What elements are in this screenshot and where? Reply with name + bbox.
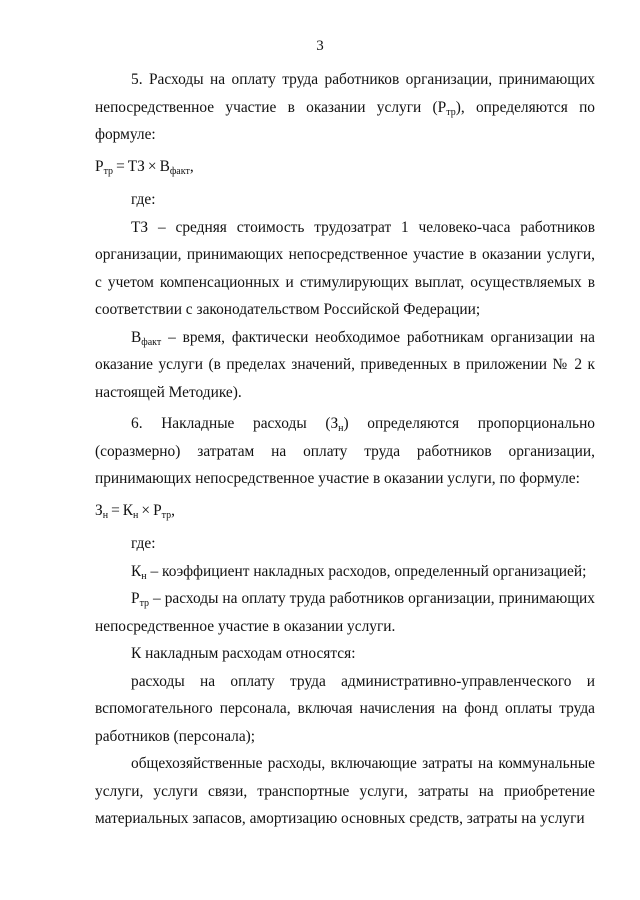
paragraph-6	[95, 410, 595, 493]
formula1-term2: В	[159, 157, 170, 175]
overhead-item-2: общехозяйственные расходы, включающие затраты на коммунальные услуги, услуги связи, транспортные услуги, затраты на приобретение материальных запасов, амортизацию основных средств, затраты на услуги	[95, 755, 595, 827]
formula2-lhs-sub: н	[102, 509, 109, 521]
formula-overhead	[95, 497, 595, 525]
formula2-tail: ,	[171, 501, 175, 519]
where-label-1: где:	[131, 191, 156, 208]
p6-text-b: ) определяются пропорционально (соразмерно) затратам на оплату труда работников организации, принимающих непосредственное участие в оказании услуги, по формуле:	[95, 415, 595, 487]
formula1-lhs-sub: тр	[103, 165, 114, 177]
rtr-symbol: Р	[131, 590, 140, 607]
overhead-intro: К накладным расходам относятся:	[131, 645, 356, 662]
where-label-2: где:	[131, 535, 156, 552]
formula1-times: ×	[147, 157, 157, 175]
formula2-term2: Р	[153, 501, 162, 519]
p5-subscript: тр	[446, 106, 456, 118]
formula-labor-cost	[95, 153, 595, 181]
p6-subscript: н	[338, 423, 344, 434]
page-number: 3	[316, 38, 324, 54]
paragraph-5	[95, 66, 595, 149]
formula1-equals: =	[116, 157, 125, 175]
kn-symbol: К	[131, 562, 142, 580]
formula1-lhs: Р	[95, 157, 104, 175]
formula2-times: ×	[141, 501, 151, 519]
p6-text-a: 6. Накладные расходы (З	[131, 415, 339, 432]
p5-text-a: 5. Расходы на оплату труда работников организации, принимающих непосредственное участие в оказании услуги (Р	[95, 71, 595, 116]
definition-rtr	[95, 585, 595, 640]
document-body	[95, 66, 595, 833]
b-fact-subscript: факт	[141, 336, 162, 348]
formula1-term1: ТЗ	[127, 157, 145, 175]
formula2-equals: =	[111, 501, 120, 519]
formula2-term1-sub: н	[133, 509, 139, 521]
b-fact-text: – время, фактически необходимое работникам организации на оказание услуги (в пределах значений, приведенных в приложении № 2 к настоящей Методике).	[95, 328, 595, 401]
formula2-term1: К	[122, 501, 134, 519]
b-fact-symbol: В	[131, 328, 142, 346]
overhead-item-1: расходы на оплату труда административно-управленческого и вспомогательного персонала, включая начисления на фонд оплаты труда работников (персонала);	[95, 672, 595, 745]
formula2-term2-sub: тр	[161, 509, 172, 521]
definition-b-fact	[95, 324, 595, 407]
rtr-text: – расходы на оплату труда работников организации, принимающих непосредственное участие в оказании услуги.	[95, 590, 595, 635]
definition-tz: ТЗ – средняя стоимость трудозатрат 1 человеко-часа работников организации, принимающих непосредственное участие в оказании услуги, с учетом компенсационных и стимулирующих выплат, осуществляемых в соответствии с законодательством Российской Федерации;	[95, 218, 595, 318]
definition-kn	[95, 558, 595, 586]
kn-subscript: н	[141, 570, 147, 582]
formula2-lhs: З	[95, 501, 103, 519]
kn-text: – коэффициент накладных расходов, определенный организацией;	[146, 562, 587, 580]
rtr-subscript: тр	[139, 598, 150, 609]
formula1-tail: ,	[189, 157, 194, 175]
formula1-term2-sub: факт	[169, 165, 190, 177]
p5-text-b: ), определяются по формуле:	[95, 98, 595, 143]
